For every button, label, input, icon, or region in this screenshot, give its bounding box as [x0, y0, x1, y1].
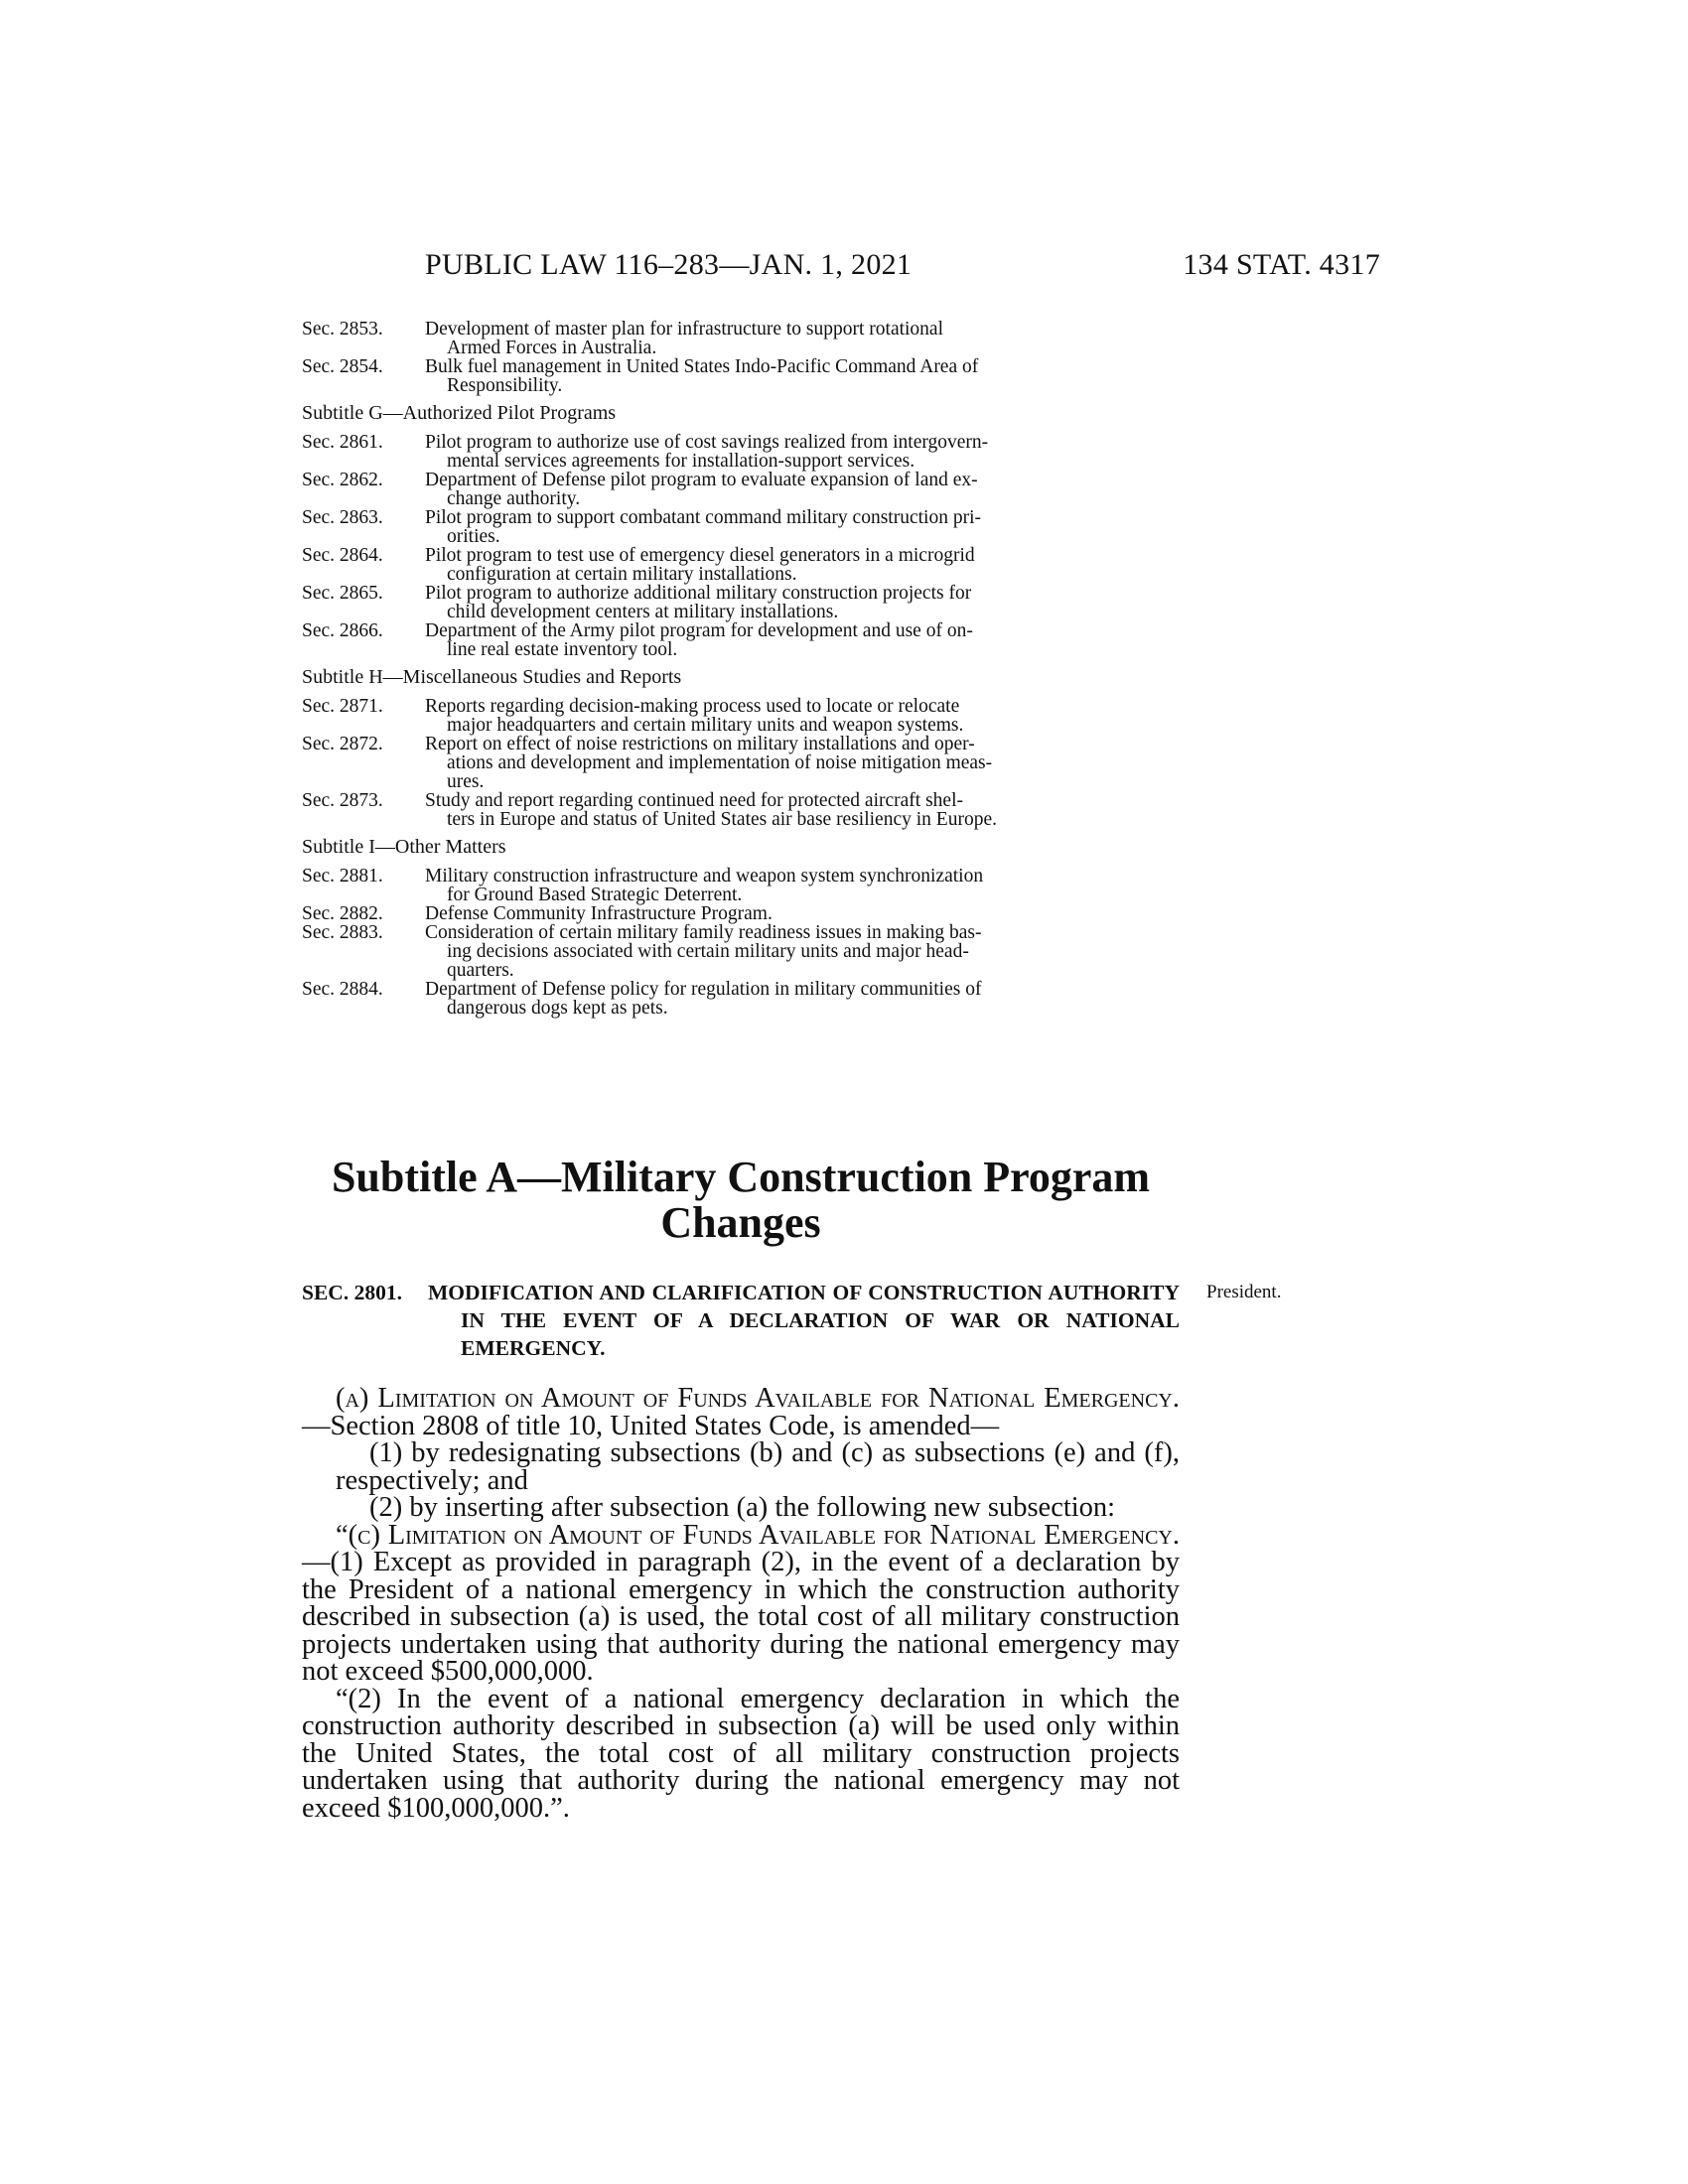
toc-section-title: Pilot program to support combatant command military construction pri- orities. — [425, 507, 981, 547]
toc-section-title: Pilot program to authorize additional military construction projects for child development centers at military installations. — [425, 583, 972, 622]
toc-entry — [302, 320, 1180, 357]
toc-section-number: Sec. 2864. — [302, 545, 383, 566]
section-number: SEC. 2801. — [302, 1281, 402, 1304]
body-paragraph: (2) by inserting after subsection (a) the following new subsection: — [369, 1492, 1116, 1523]
margin-note: President. — [1206, 1282, 1282, 1302]
toc-section-title: Pilot program to test use of emergency diesel generators in a microgrid configuration at certain military installations. — [425, 545, 975, 585]
toc-entry — [302, 904, 1180, 923]
body-paragraph: (1) by redesignating subsections (b) and (c) as subsections (e) and (f), respectively; and — [336, 1437, 1180, 1496]
toc-section-title: Defense Community Infrastructure Program. — [425, 903, 773, 924]
toc-section-number: Sec. 2872. — [302, 734, 383, 754]
toc-section-number: Sec. 2861. — [302, 432, 383, 453]
toc-entry — [302, 584, 1180, 621]
toc-section-title: Pilot program to authorize use of cost savings realized from intergovern- mental services agreements for installation-support services. — [425, 432, 989, 472]
toc-section-number: Sec. 2881. — [302, 866, 383, 887]
toc-entry — [302, 697, 1180, 735]
public-law-header: PUBLIC LAW 116–283—JAN. 1, 2021 — [425, 248, 913, 281]
toc-section-number: Sec. 2863. — [302, 507, 383, 528]
toc-section-number: Sec. 2853. — [302, 319, 383, 340]
toc-section-title: Study and report regarding continued need for protected aircraft shel- ters in Europe and status of United States air base resiliency in Europe. — [425, 790, 997, 830]
toc-subtitle-heading: Subtitle G—Authorized Pilot Programs — [302, 402, 617, 424]
toc-section-title: Military construction infrastructure and weapon system synchronization for Ground Based Strategic Deterrent. — [425, 866, 984, 905]
toc-section-number: Sec. 2866. — [302, 620, 383, 641]
toc-section-title: Department of Defense policy for regulation in military communities of dangerous dogs kept as pets. — [425, 979, 982, 1019]
subtitle-a-line2: Changes — [660, 1198, 821, 1247]
toc-section-number: Sec. 2884. — [302, 979, 383, 1000]
subtitle-a-line1: Subtitle A—Military Construction Program — [331, 1153, 1151, 1201]
toc-section-number: Sec. 2865. — [302, 583, 383, 604]
body-paragraph: “(2) In the event of a national emergency declaration in which the construction authority described in subsection (a) will be used only within the United States, the total cost of all military construction projects undertaken using that authority during the national emergency may not exceed $100,000,000.”. — [302, 1683, 1180, 1824]
toc-entry — [302, 867, 1180, 904]
toc-section-number: Sec. 2883. — [302, 922, 383, 943]
toc-entry — [302, 508, 1180, 546]
toc-entry — [302, 735, 1180, 791]
toc-section-number: Sec. 2882. — [302, 903, 383, 924]
toc-subtitle-heading: Subtitle I—Other Matters — [302, 836, 506, 858]
toc-section-number: Sec. 2871. — [302, 696, 383, 717]
quoted-subsection-heading: “(c) Limitation on Amount of Funds Available for National Emergency. — [336, 1519, 1180, 1551]
statute-page-number: 134 STAT. 4317 — [1183, 248, 1380, 281]
toc-section-title: Reports regarding decision-making process used to locate or relocate major headquarters and certain military units and weapon systems. — [425, 696, 964, 736]
body-paragraph: (a) Limitation on Amount of Funds Available for National Emergency.—Section 2808 of title 10, United States Code, is amended— — [302, 1383, 1180, 1441]
toc-entry — [302, 791, 1180, 829]
toc-section-title: Department of the Army pilot program for development and use of on- line real estate inventory tool. — [425, 620, 973, 660]
toc-entry — [302, 471, 1180, 508]
body-paragraph: “(c) Limitation on Amount of Funds Available for National Emergency.—(1) Except as provided in paragraph (2), in the event of a declaration by the President of a national emergency in which the construction authority described in subsection (a) is used, the total cost of all military construction projects undertaken using that authority during the national emergency may not exceed $500,000,000. — [302, 1519, 1180, 1687]
subtitle-a-heading — [302, 1155, 1180, 1246]
toc-entry — [302, 546, 1180, 584]
toc-entry — [302, 980, 1180, 1018]
toc-section-title: Consideration of certain military family readiness issues in making bas- ing decisions associated with certain military units and major head- quarters. — [425, 922, 982, 981]
subsection-heading: (a) Limitation on Amount of Funds Available for National Emergency. — [336, 1383, 1180, 1414]
toc-section-title: Bulk fuel management in United States Indo-Pacific Command Area of Responsibility. — [425, 356, 979, 396]
section-body — [302, 1385, 1180, 1822]
toc-entry — [302, 621, 1180, 659]
running-header — [298, 248, 1380, 288]
toc-section-title: Department of Defense pilot program to evaluate expansion of land ex- change authority. — [425, 470, 978, 509]
section-title: MODIFICATION AND CLARIFICATION OF CONSTRUCTION AUTHORITY IN THE EVENT OF A DECLARATION OF WAR OR NATIONAL EMERGENCY. — [428, 1281, 1180, 1360]
toc-section-title: Report on effect of noise restrictions on military installations and oper- ations and development and implementation of noise mitigation meas- ures. — [425, 734, 993, 792]
toc-subtitle-heading: Subtitle H—Miscellaneous Studies and Reports — [302, 666, 682, 688]
toc-section-number: Sec. 2873. — [302, 790, 383, 811]
toc-entry — [302, 433, 1180, 471]
toc-entry — [302, 357, 1180, 395]
toc-section-title: Development of master plan for infrastructure to support rotational Armed Forces in Australia. — [425, 319, 944, 358]
section-heading — [302, 1279, 1180, 1362]
toc-entry — [302, 923, 1180, 980]
table-of-contents — [302, 320, 1180, 1018]
toc-section-number: Sec. 2854. — [302, 356, 383, 377]
toc-section-number: Sec. 2862. — [302, 470, 383, 490]
